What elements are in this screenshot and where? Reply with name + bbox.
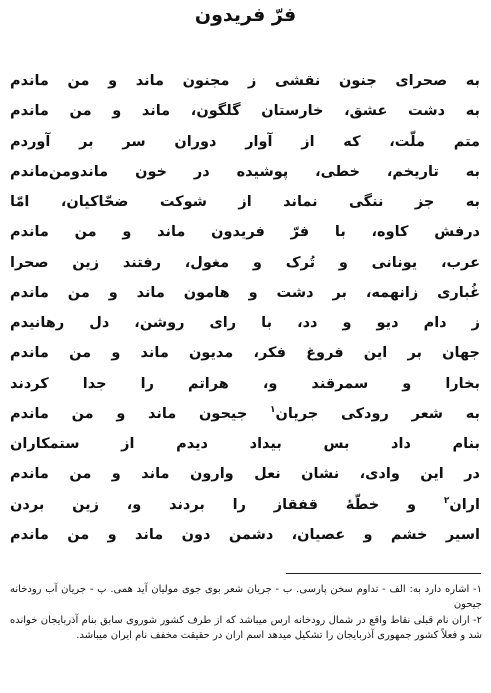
verse-line xyxy=(10,399,480,429)
verse-line xyxy=(10,127,480,157)
verse-text: غُباری زانهمه، بر دشت و هامون ماند و من ماندم xyxy=(10,284,480,301)
verse-line xyxy=(10,369,480,399)
verse-line xyxy=(10,217,480,247)
verse-line xyxy=(10,187,480,217)
verse-text: عرب، یونانی و تُرک و مغول، رفتند زین صحرا xyxy=(10,254,480,271)
verse-text: متم ملّت، که از آوار دوران سر بر آوردم xyxy=(10,133,480,150)
verse-line xyxy=(10,490,480,520)
verse-text: بنام داد بس بیداد دیدم از ستمکاران xyxy=(10,436,480,452)
footnote-marker: ۱ xyxy=(270,404,276,415)
verse-text: به صحرای جنون نقشی ز مجنون ماند و من ماندم xyxy=(10,73,480,89)
verse-text: بخارا و سمرقند و، هراتم را جدا کردند xyxy=(10,375,480,392)
verse-text: در این وادی، نشان نعل وارون ماند و من ماندم xyxy=(10,466,480,483)
verse-line xyxy=(10,338,480,368)
verse-line xyxy=(10,429,480,459)
verse-line xyxy=(10,248,480,278)
verse-text: به شعر رودکی جریان xyxy=(275,405,480,422)
verse-text-tail: جیحون ماند و من ماندم xyxy=(10,405,270,422)
verse-line xyxy=(10,278,480,308)
verse-text: جهان بر این فروغ فکر، مدیون ماند و من ماندم xyxy=(10,345,480,362)
footnotes xyxy=(10,582,482,644)
verse-text: به جز ننگی نماند از شوکت ضحّاکیان، امّا xyxy=(10,194,480,210)
poem-body xyxy=(10,66,480,550)
footnote-divider xyxy=(286,573,481,574)
verse-line xyxy=(10,520,480,550)
verse-line xyxy=(10,157,480,187)
verse-line xyxy=(10,308,480,338)
verse-line xyxy=(10,96,480,126)
footnote-2: ۲- اران نام قبلی نقاط واقع در شمال رودخانه ارس میباشد که از طرف کشور شوروی سابق بنام آذربایجان خوانده شد و فعلاً کشور جمهوری آذربایجان را تشکیل میدهد اسم اران در حقیقت مخفف نام ایران میباشد. xyxy=(10,614,482,642)
verse-text: درفش کاوه، با فرّ فریدون ماند و من ماندم xyxy=(10,224,480,241)
verse-text-tail: و خطّهٔ قفقاز را بردند و، زین بردن xyxy=(10,496,444,513)
footnote-marker: ۲ xyxy=(443,495,450,506)
verse-text: به دشت عشق، خارستان گلگون، ماند و من ماندم xyxy=(10,103,480,120)
verse-line xyxy=(10,459,480,489)
verse-line xyxy=(10,66,480,96)
poem-title: فرّ فریدون xyxy=(194,4,297,26)
verse-text: اسیر خشم و عصیان، دشمن دون ماند و من ماندم xyxy=(10,526,480,543)
footnote-1: ۱- اشاره دارد به: الف - تداوم سخن پارسی. ب - جریان شعر بوی جوی مولیان آید همی. پ - جریان آب رودخانه جیحون xyxy=(10,584,482,611)
verse-text: ز دام دیو و دد، با رای روشن، دل رهانیدم xyxy=(10,315,480,331)
verse-text: اران xyxy=(449,496,480,513)
verse-text: به تاریخم، خطی، پوشیده در خون ماندومن‌ماندم xyxy=(10,163,480,180)
